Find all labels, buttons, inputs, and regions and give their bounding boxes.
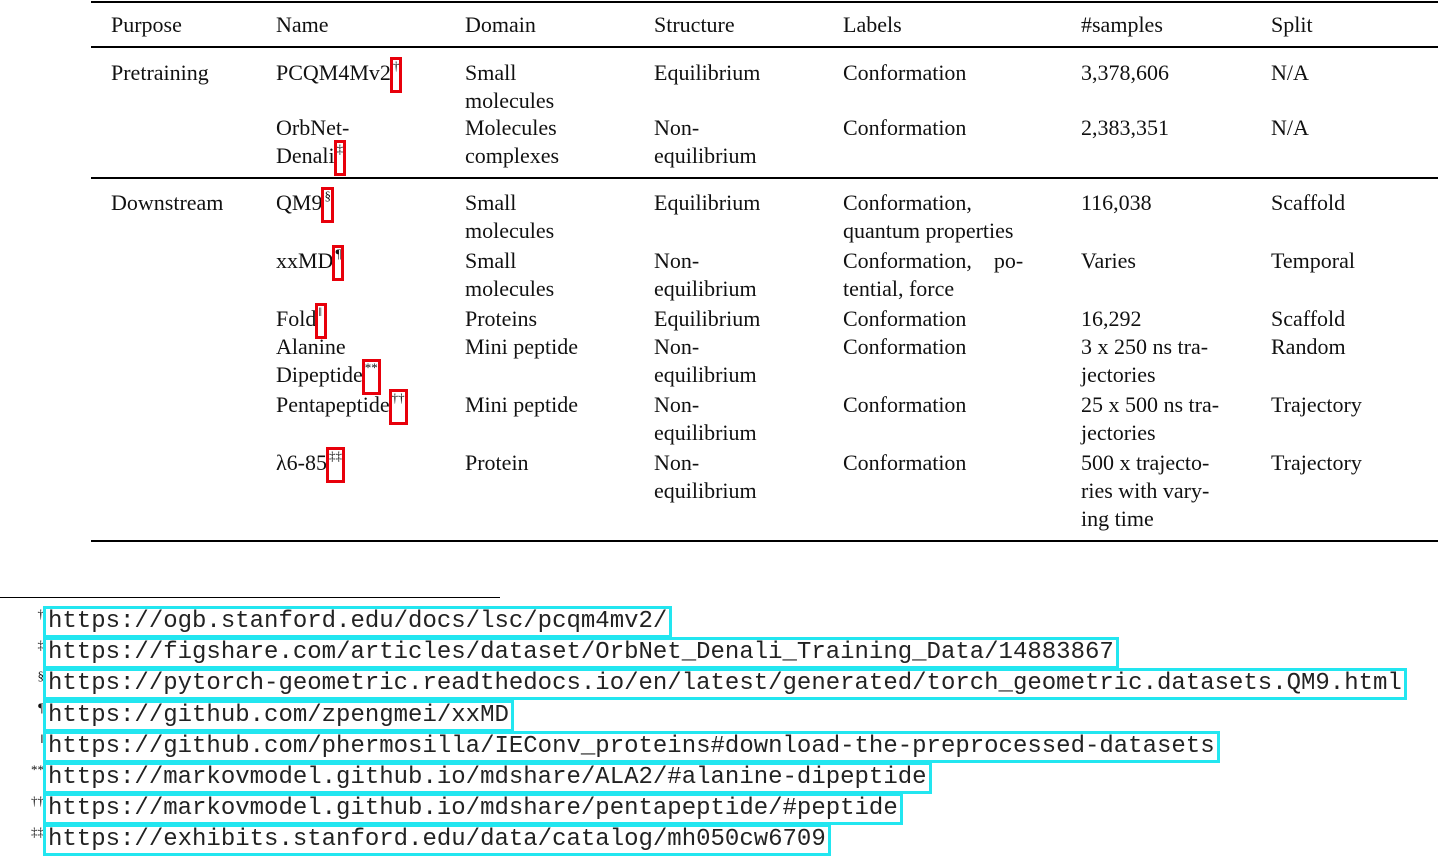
footnote-marker[interactable]: § <box>324 188 331 203</box>
table-cell-domain <box>465 189 516 217</box>
table-cell-name <box>276 59 401 87</box>
table-cell-name <box>276 449 344 477</box>
table-cell-name <box>276 391 407 419</box>
table-cell-name <box>276 305 326 333</box>
table-cell-labels <box>843 449 966 477</box>
cell-text: Protein <box>465 450 529 475</box>
footnote-rule <box>0 597 500 598</box>
cell-text: Conformation, <box>843 190 972 215</box>
footnote-link[interactable]: https://ogb.stanford.edu/docs/lsc/pcqm4mv2/ <box>43 606 672 638</box>
cell-text: Fold <box>276 306 317 331</box>
table-cell-samples <box>1081 419 1156 447</box>
table-cell-structure <box>654 361 757 389</box>
table-cell-samples <box>1081 305 1142 333</box>
footnote-link[interactable]: https://markovmodel.github.io/mdshare/ALA2/#alanine-dipeptide <box>43 762 932 794</box>
bottom-rule <box>91 540 1438 542</box>
column-header-domain: Domain <box>465 12 536 37</box>
table-cell-samples <box>1081 391 1219 419</box>
cell-text: Conformation <box>843 392 967 417</box>
cell-text: 25 x 500 ns tra- <box>1081 392 1220 417</box>
cell-text: Dipeptide <box>276 362 363 387</box>
table-cell-samples <box>1081 333 1208 361</box>
cell-text: equilibrium <box>654 143 757 168</box>
cell-text: Pretraining <box>111 60 209 85</box>
cell-text: N/A <box>1271 60 1309 85</box>
cell-text: ries with vary- <box>1081 478 1210 503</box>
cell-text: tential, force <box>843 276 955 301</box>
table-cell-domain <box>465 142 559 170</box>
footnote-link[interactable]: https://github.com/zpengmei/xxMD <box>43 700 514 732</box>
table-cell-domain <box>465 305 537 333</box>
cell-text: molecules <box>465 276 555 301</box>
table-cell-name <box>276 333 346 361</box>
cell-text: Non- <box>654 334 700 359</box>
cell-text: molecules <box>465 88 555 113</box>
cell-text: jectories <box>1081 420 1156 445</box>
table-cell-samples <box>1081 59 1169 87</box>
table-cell-structure <box>654 477 757 505</box>
footnote-link[interactable]: https://github.com/phermosilla/IEConv_proteins#download-the-preprocessed-datasets <box>43 731 1220 763</box>
table-cell-samples <box>1081 247 1136 275</box>
cell-text: Conformation <box>843 334 967 359</box>
footnote-mark: †† <box>31 793 44 809</box>
table-cell-samples <box>1081 114 1169 142</box>
cell-text: Temporal <box>1271 248 1355 273</box>
table-cell-domain <box>465 217 554 245</box>
table-cell-split <box>1271 449 1362 477</box>
table-cell-structure <box>654 247 699 275</box>
cell-text: Non- <box>654 248 700 273</box>
cell-text: Proteins <box>465 306 538 331</box>
table-cell-labels <box>843 333 966 361</box>
cell-text: 16,292 <box>1081 306 1142 331</box>
cell-text: Trajectory <box>1271 450 1362 475</box>
footnote-marker[interactable]: †† <box>391 390 405 405</box>
table-cell-domain <box>465 275 554 303</box>
table-cell-structure <box>654 275 757 303</box>
footnote-marker[interactable]: ‡‡ <box>329 448 342 463</box>
cell-text: molecules <box>465 218 555 243</box>
footnote-marker[interactable]: ‖ <box>316 305 326 319</box>
cell-text: Alanine <box>276 334 346 359</box>
footnote-mark: ‡ <box>37 637 44 653</box>
table-cell-split <box>1271 114 1309 142</box>
footnote-mark: † <box>37 606 44 621</box>
cell-text: Non- <box>654 450 700 475</box>
cell-text: Conformation <box>843 115 967 140</box>
column-header-split: Split <box>1271 12 1313 37</box>
table-cell-domain <box>465 87 554 115</box>
cell-text: Pentapeptide <box>276 392 390 417</box>
cell-text: 116,038 <box>1081 190 1152 215</box>
column-header-structure: Structure <box>654 12 735 37</box>
table-cell-structure <box>654 59 760 87</box>
table-cell-samples <box>1081 361 1156 389</box>
table-cell-structure <box>654 419 757 447</box>
table-cell-domain <box>465 449 529 477</box>
cell-text: 3,378,606 <box>1081 60 1169 85</box>
table-cell-split <box>1271 189 1345 217</box>
footnote-mark: § <box>37 668 44 684</box>
table-cell-samples <box>1081 449 1209 477</box>
cell-text: Small <box>465 190 517 215</box>
table-cell-structure <box>654 114 699 142</box>
cell-text: 2,383,351 <box>1081 115 1169 140</box>
footnote-marker[interactable]: † <box>392 58 400 73</box>
table-cell-samples <box>1081 505 1154 533</box>
cell-text: 500 x trajecto- <box>1081 450 1210 475</box>
table-cell-labels <box>843 114 966 142</box>
cell-text: complexes <box>465 143 560 168</box>
table-cell-split <box>1271 333 1346 361</box>
cell-text: equilibrium <box>654 276 757 301</box>
cell-text: Equilibrium <box>654 190 761 215</box>
cell-text: Scaffold <box>1271 306 1346 331</box>
footnote-mark: ‡‡ <box>31 824 44 840</box>
header-rule <box>91 46 1438 48</box>
cell-text: equilibrium <box>654 362 757 387</box>
table-cell-name <box>276 361 380 389</box>
footnote-marker[interactable]: ‡ <box>336 141 344 156</box>
cell-text: equilibrium <box>654 478 757 503</box>
cell-text: Small <box>465 60 517 85</box>
cell-text: Equilibrium <box>654 60 761 85</box>
table-cell-name <box>276 247 343 275</box>
cell-text: xxMD <box>276 248 334 273</box>
cell-text: Conformation <box>843 306 967 331</box>
cell-text: Molecules <box>465 115 557 140</box>
cell-text: Conformation, po- <box>843 248 1024 273</box>
table-cell-labels <box>843 59 966 87</box>
column-header-labels: Labels <box>843 12 902 37</box>
table-cell-samples <box>1081 189 1152 217</box>
table-cell-purpose <box>111 189 223 217</box>
cell-text: OrbNet- <box>276 115 350 140</box>
top-rule <box>91 1 1438 3</box>
table-cell-domain <box>465 333 578 361</box>
cell-text: Conformation <box>843 60 967 85</box>
table-cell-purpose <box>111 59 209 87</box>
footnote-link[interactable]: https://markovmodel.github.io/mdshare/pentapeptide/#peptide <box>43 793 903 825</box>
table-cell-labels <box>843 189 972 217</box>
cell-text: ing time <box>1081 506 1154 531</box>
table-cell-labels <box>843 247 1023 275</box>
table-cell-domain <box>465 114 557 142</box>
column-header-samples: #samples <box>1081 12 1163 37</box>
table-cell-structure <box>654 449 699 477</box>
cell-text: Mini peptide <box>465 392 579 417</box>
table-cell-domain <box>465 391 578 419</box>
footnote-mark: ‖ <box>40 730 44 746</box>
footnote-mark: ¶ <box>38 699 44 715</box>
cell-text: quantum properties <box>843 218 1014 243</box>
footnote-marker[interactable]: ¶ <box>333 247 343 261</box>
cell-text: Denali <box>276 143 335 168</box>
table-cell-name <box>276 142 345 170</box>
table-cell-structure <box>654 391 699 419</box>
cell-text: Non- <box>654 392 700 417</box>
table-cell-domain <box>465 247 516 275</box>
cell-text: jectories <box>1081 362 1156 387</box>
table-cell-labels <box>843 217 1013 245</box>
table-cell-labels <box>843 275 954 303</box>
cell-text: Conformation <box>843 450 967 475</box>
cell-text: λ6-85 <box>276 450 327 475</box>
footnote-marker[interactable]: ** <box>364 360 378 375</box>
footnote-link[interactable]: https://pytorch-geometric.readthedocs.io/en/latest/generated/torch_geometric.datasets.QM9.html <box>43 668 1407 700</box>
table-cell-name <box>276 114 349 142</box>
cell-text: QM9 <box>276 190 323 215</box>
cell-text: Varies <box>1081 248 1136 273</box>
cell-text: Equilibrium <box>654 306 761 331</box>
table-cell-structure <box>654 305 760 333</box>
cell-text: Downstream <box>111 190 224 215</box>
column-header-name: Name <box>276 12 329 37</box>
cell-text: Scaffold <box>1271 190 1346 215</box>
cell-text: Small <box>465 248 517 273</box>
group-rule <box>91 177 1438 179</box>
table-cell-split <box>1271 391 1362 419</box>
table-cell-labels <box>843 305 966 333</box>
table-cell-split <box>1271 247 1355 275</box>
footnote-link[interactable]: https://figshare.com/articles/dataset/OrbNet_Denali_Training_Data/14883867 <box>43 637 1119 669</box>
cell-text: Mini peptide <box>465 334 579 359</box>
table-cell-structure <box>654 333 699 361</box>
table-cell-samples <box>1081 477 1209 505</box>
table-cell-split <box>1271 305 1345 333</box>
column-header-purpose: Purpose <box>111 12 182 37</box>
table-cell-domain <box>465 59 516 87</box>
footnote-link[interactable]: https://exhibits.stanford.edu/data/catalog/mh050cw6709 <box>43 824 831 856</box>
cell-text: equilibrium <box>654 420 757 445</box>
table-cell-split <box>1271 59 1309 87</box>
cell-text: PCQM4Mv2 <box>276 60 391 85</box>
table-cell-structure <box>654 189 760 217</box>
table-cell-labels <box>843 391 966 419</box>
table-cell-name <box>276 189 333 217</box>
cell-text: Random <box>1271 334 1346 359</box>
cell-text: 3 x 250 ns tra- <box>1081 334 1209 359</box>
footnote-mark: ** <box>31 762 44 777</box>
cell-text: Non- <box>654 115 700 140</box>
cell-text: N/A <box>1271 115 1309 140</box>
cell-text: Trajectory <box>1271 392 1362 417</box>
table-cell-structure <box>654 142 757 170</box>
